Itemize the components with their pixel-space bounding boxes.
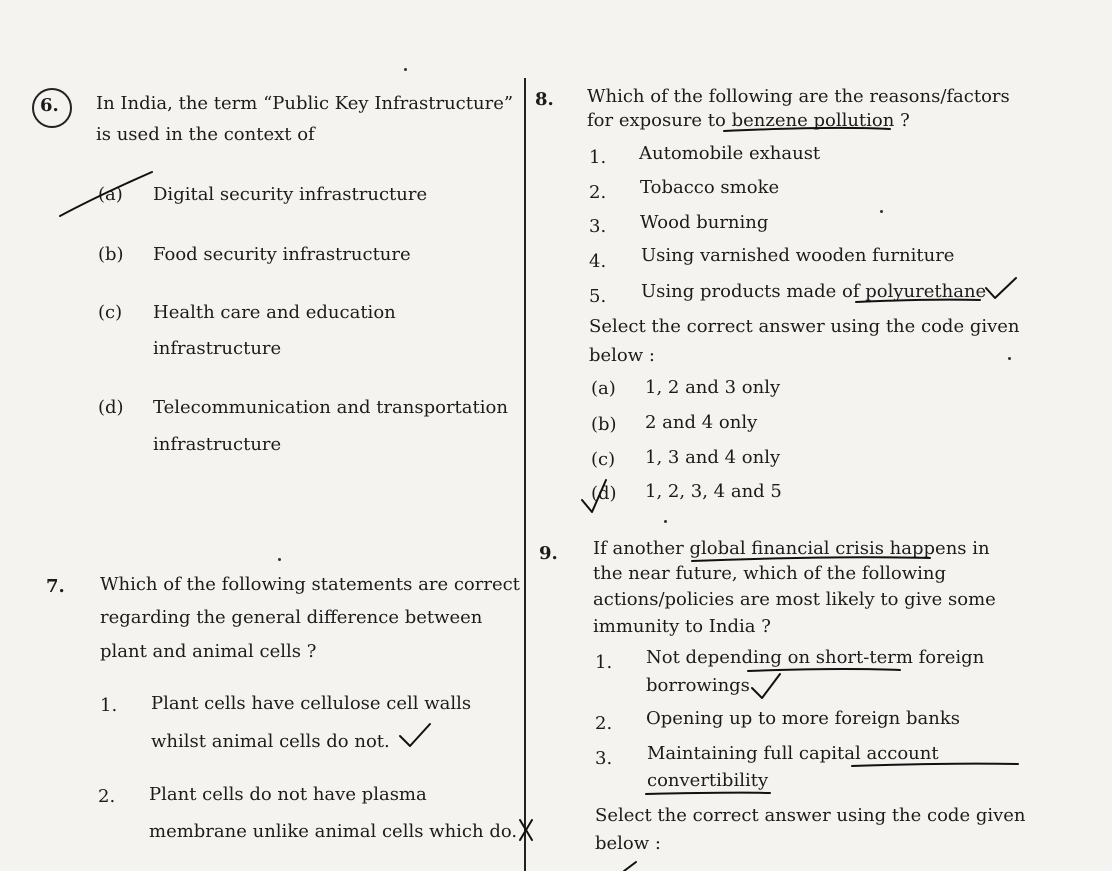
q7-stem-line3: plant and animal cells ?	[100, 641, 317, 662]
q7-statement1-line2: whilst animal cells do not.	[151, 731, 390, 752]
q6-option-c-text-line2: infrastructure	[153, 338, 282, 359]
q6-option-d-label[interactable]: (d)	[98, 397, 124, 418]
q6-option-b-label[interactable]: (b)	[98, 244, 124, 265]
q9-instruction-line1: Select the correct answer using the code given	[595, 805, 1026, 826]
q8-option-b-label[interactable]: (b)	[591, 414, 617, 435]
q8-option-c-label[interactable]: (c)	[591, 449, 616, 470]
q6-option-a-label[interactable]: (a)	[98, 184, 123, 205]
q9-stem-line3: actions/policies are most likely to give some	[593, 589, 996, 610]
q6-option-c-text[interactable]: Health care and education	[153, 302, 396, 323]
column-divider	[524, 78, 526, 871]
q8-option-c-text[interactable]: 1, 3 and 4 only	[645, 447, 781, 468]
speck	[880, 210, 883, 213]
q6-stem-line2: is used in the context of	[96, 124, 315, 145]
speck	[1008, 357, 1011, 360]
q7-statement1-num: 1.	[100, 695, 118, 716]
q8-instruction-line1: Select the correct answer using the code given	[589, 316, 1020, 337]
q8-number: 8.	[535, 89, 554, 110]
q8-option-a-text[interactable]: 1, 2 and 3 only	[645, 377, 781, 398]
q9-item3-num: 3.	[595, 748, 613, 769]
q9-item1-line1: Not depending on short-term foreign	[646, 647, 985, 668]
q9-item2-line1: Opening up to more foreign banks	[646, 708, 960, 729]
q8-option-d-text[interactable]: 1, 2, 3, 4 and 5	[645, 481, 782, 502]
q9-item3-line1: Maintaining full capital account	[647, 743, 939, 764]
q8-item3-text: Wood burning	[640, 212, 769, 233]
q8-option-d-label[interactable]: (d)	[591, 483, 617, 504]
check-icon	[400, 724, 430, 746]
q8-item2-text: Tobacco smoke	[640, 177, 780, 198]
check-icon	[752, 674, 780, 698]
q9-item3-line2: convertibility	[647, 770, 769, 791]
q6-number: 6.	[40, 95, 59, 116]
q8-item4-num: 4.	[589, 251, 607, 272]
q9-stem-line2: the near future, which of the following	[593, 563, 946, 584]
q7-number: 7.	[46, 576, 65, 597]
q6-option-d-text[interactable]: Telecommunication and transportation	[153, 397, 508, 418]
q8-item5-num: 5.	[589, 286, 607, 307]
q8-stem-line2: for exposure to benzene pollution ?	[587, 110, 910, 131]
q6-option-c-label[interactable]: (c)	[98, 302, 123, 323]
q9-number: 9.	[539, 543, 558, 564]
q8-option-a-label[interactable]: (a)	[591, 378, 616, 399]
q8-item2-num: 2.	[589, 182, 607, 203]
q6-option-a-text[interactable]: Digital security infrastructure	[153, 184, 428, 205]
q8-option-b-text[interactable]: 2 and 4 only	[645, 412, 758, 433]
q7-statement2-line1: Plant cells do not have plasma	[149, 784, 427, 805]
q9-stem-line4: immunity to India ?	[593, 616, 771, 637]
q9-item2-num: 2.	[595, 713, 613, 734]
q8-item5-text: Using products made of polyurethane	[641, 281, 987, 302]
cross-icon	[520, 820, 532, 840]
q6-stem-line1: In India, the term “Public Key Infrastructure”	[96, 93, 514, 114]
q9-instruction-line2: below :	[595, 833, 661, 854]
q6-option-d-text-line2: infrastructure	[153, 434, 282, 455]
q7-stem-line2: regarding the general difference between	[100, 607, 483, 628]
speck	[404, 68, 407, 71]
q7-stem-line1: Which of the following statements are correct	[100, 574, 520, 595]
borrowing-underline	[748, 669, 900, 671]
speck	[278, 558, 281, 561]
q7-statement2-num: 2.	[98, 786, 116, 807]
q7-statement2-line2: membrane unlike animal cells which do.	[149, 821, 518, 842]
q8-instruction-line2: below :	[589, 345, 655, 366]
q8-item4-text: Using varnished wooden furniture	[641, 245, 955, 266]
q9-item1-num: 1.	[595, 652, 613, 673]
q8-item1-text: Automobile exhaust	[639, 143, 821, 164]
pen-stroke	[624, 862, 636, 871]
speck	[664, 520, 667, 523]
q9-item1-line2: borrowings	[646, 675, 750, 696]
q8-item3-num: 3.	[589, 216, 607, 237]
q8-item1-num: 1.	[589, 147, 607, 168]
q8-stem-line1: Which of the following are the reasons/factors	[587, 86, 1010, 107]
convertibility-underline	[646, 793, 770, 794]
check-icon	[986, 278, 1016, 298]
q7-statement1-line1: Plant cells have cellulose cell walls	[151, 693, 472, 714]
q6-option-b-text[interactable]: Food security infrastructure	[153, 244, 411, 265]
q9-stem-line1: If another global financial crisis happens in	[593, 538, 990, 559]
